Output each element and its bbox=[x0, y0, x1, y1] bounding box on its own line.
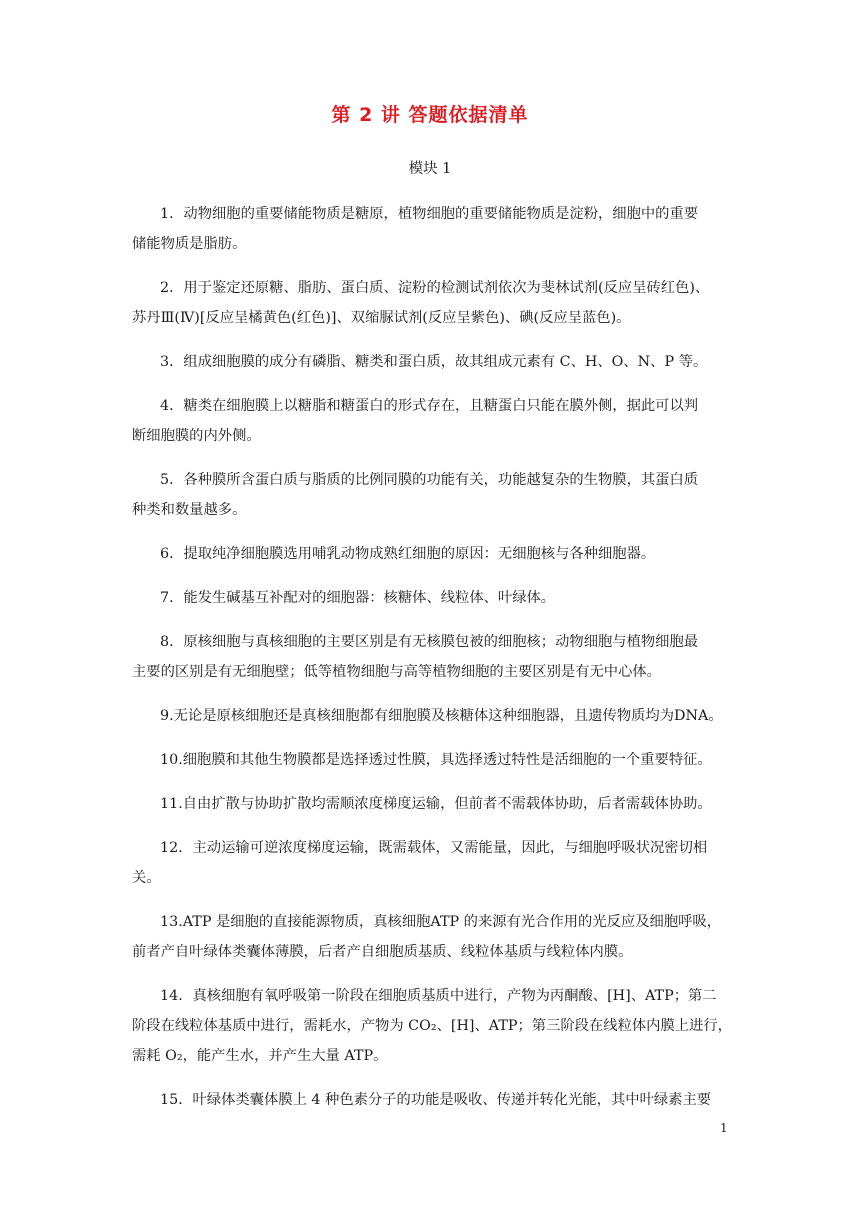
paragraph-5: 5．各种膜所含蛋白质与脂质的比例同膜的功能有关，功能越复杂的生物膜，其蛋白质 种类和数量越多。 bbox=[132, 472, 699, 518]
paragraph-1: 1．动物细胞的重要储能物质是糖原，植物细胞的重要储能物质是淀粉，细胞中的重要 储能物质是脂肪。 bbox=[132, 206, 699, 252]
paragraph-7: 7．能发生碱基互补配对的细胞器：核糖体、线粒体、叶绿体。 bbox=[160, 590, 556, 606]
paragraph-14: 14．真核细胞有氧呼吸第一阶段在细胞质基质中进行，产物为丙酮酸、[H]、ATP；第二 阶段在线粒体基质中进行，需耗水，产物为 CO₂、[H]、ATP；第三阶段在线粒体内膜上进行， 需耗 O₂，能产生水，并产生大量 ATP。 bbox=[132, 988, 732, 1064]
paragraph-3: 3．组成细胞膜的成分有磷脂、糖类和蛋白质，故其组成元素有 C、H、O、N、P 等。 bbox=[160, 354, 708, 370]
paragraph-10: 10.细胞膜和其他生物膜都是选择透过性膜，具选择透过特性是活细胞的一个重要特征。 bbox=[160, 752, 712, 768]
content-body bbox=[132, 199, 732, 1129]
paragraph-13: 13.ATP 是细胞的直接能源物质，真核细胞ATP 的来源有光合作用的光反应及细胞呼吸， 前者产自叶绿体类囊体薄膜，后者产自细胞质基质、线粒体基质与线粒体内膜。 bbox=[132, 914, 722, 960]
paragraph-9: 9.无论是原核细胞还是真核细胞都有细胞膜及核糖体这种细胞器，且遗传物质均为DNA。 bbox=[160, 708, 723, 724]
page-title: 第 2 讲 答题依据清单 bbox=[331, 104, 529, 126]
paragraph-4: 4．糖类在细胞膜上以糖脂和糖蛋白的形式存在，且糖蛋白只能在膜外侧，据此可以判 断细胞膜的内外侧。 bbox=[132, 398, 699, 444]
paragraph-6: 6．提取纯净细胞膜选用哺乳动物成熟红细胞的原因：无细胞核与各种细胞器。 bbox=[160, 546, 656, 562]
paragraph-12: 12．主动运输可逆浓度梯度运输，既需载体，又需能量，因此，与细胞呼吸状况密切相 关。 bbox=[132, 840, 708, 886]
paragraph-11: 11.自由扩散与协助扩散均需顺浓度梯度运输，但前者不需载体协助，后者需载体协助。 bbox=[160, 796, 712, 812]
module-heading: 模块 1 bbox=[408, 161, 452, 177]
paragraph-8: 8．原核细胞与真核细胞的主要区别是有无核膜包被的细胞核；动物细胞与植物细胞最 主要的区别是有无细胞壁；低等植物细胞与高等植物细胞的主要区别是有无中心体。 bbox=[132, 634, 699, 680]
paragraph-15: 15．叶绿体类囊体膜上 4 种色素分子的功能是吸收、传递并转化光能，其中叶绿素主要 bbox=[160, 1092, 712, 1108]
paragraph-2: 2．用于鉴定还原糖、脂肪、蛋白质、淀粉的检测试剂依次为斐林试剂(反应呈砖红色)、 苏丹Ⅲ(Ⅳ)[反应呈橘黄色(红色)]、双缩脲试剂(反应呈紫色)、碘(反应呈蓝色)。 bbox=[132, 280, 710, 326]
page-number: 1 bbox=[720, 1121, 728, 1135]
